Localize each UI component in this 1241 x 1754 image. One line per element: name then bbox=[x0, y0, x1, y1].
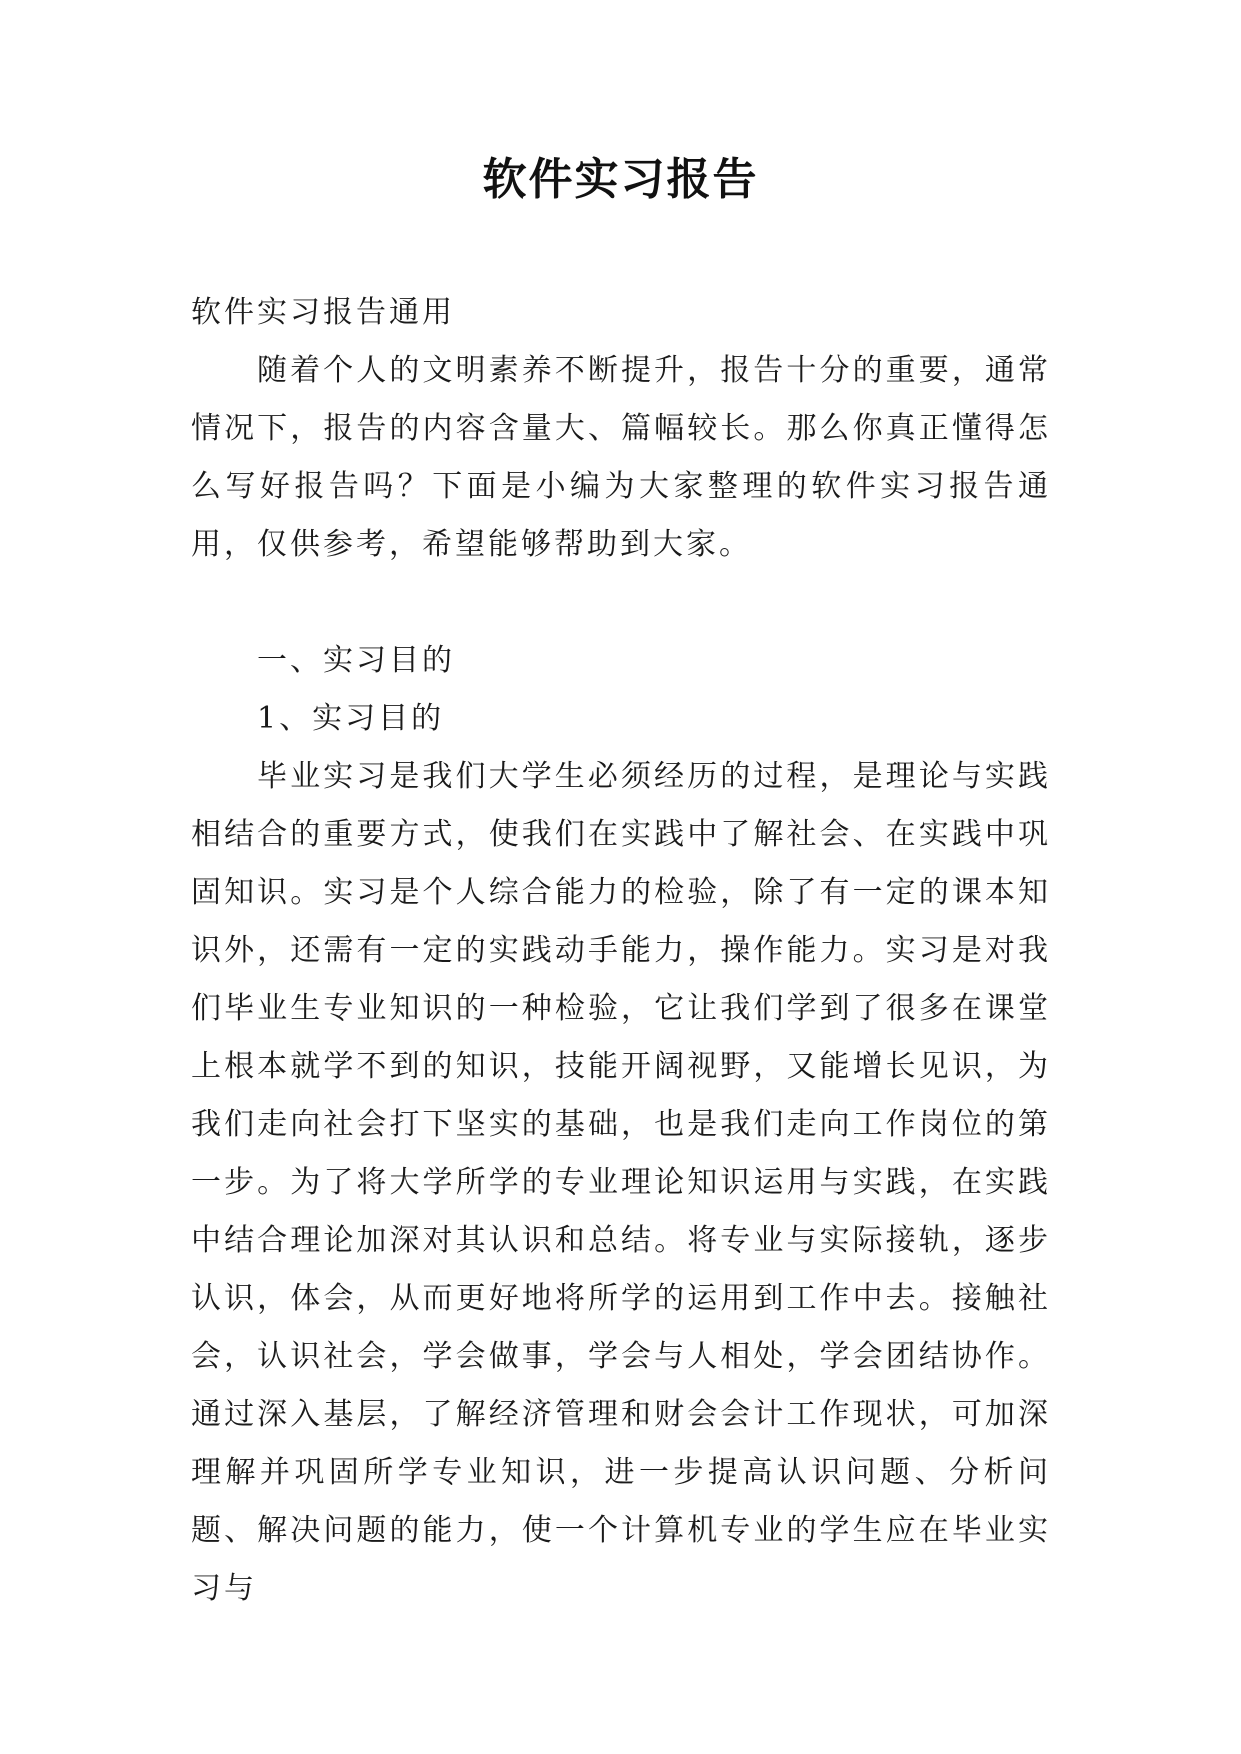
document-body bbox=[191, 284, 1051, 1618]
subsection-heading: 1、实习目的 bbox=[257, 701, 445, 736]
intro-paragraph: 随着个人的文明素养不断提升，报告十分的重要，通常情况下，报告的内容含量大、篇幅较长。那么你真正懂得怎么写好报告吗？下面是小编为大家整理的软件实习报告通用，仅供参考，希望能够帮助到大家。 bbox=[191, 353, 1051, 562]
document-title: 软件实习报告 bbox=[482, 154, 759, 205]
paragraph-spacer bbox=[191, 574, 1051, 632]
body-paragraph: 毕业实习是我们大学生必须经历的过程，是理论与实践相结合的重要方式，使我们在实践中了解社会、在实践中巩固知识。实习是个人综合能力的检验，除了有一定的课本知识外，还需有一定的实践动手能力，操作能力。实习是对我们毕业生专业知识的一种检验，它让我们学到了很多在课堂上根本就学不到的知识，技能开阔视野，又能增长见识，为我们走向社会打下坚实的基础，也是我们走向工作岗位的第一步。为了将大学所学的专业理论知识运用与实践，在实践中结合理论加深对其认识和总结。将专业与实际接轨，逐步认识，体会，从而更好地将所学的运用到工作中去。接触社会，认识社会，学会做事，学会与人相处，学会团结协作。通过深入基层，了解经济管理和财会会计工作现状，可加深理解并巩固所学专业知识，进一步提高认识问题、分析问题、解决问题的能力，使一个计算机专业的学生应在毕业实习与 bbox=[191, 759, 1051, 1606]
document-subtitle: 软件实习报告通用 bbox=[191, 295, 455, 330]
section-heading: 一、实习目的 bbox=[257, 643, 455, 678]
